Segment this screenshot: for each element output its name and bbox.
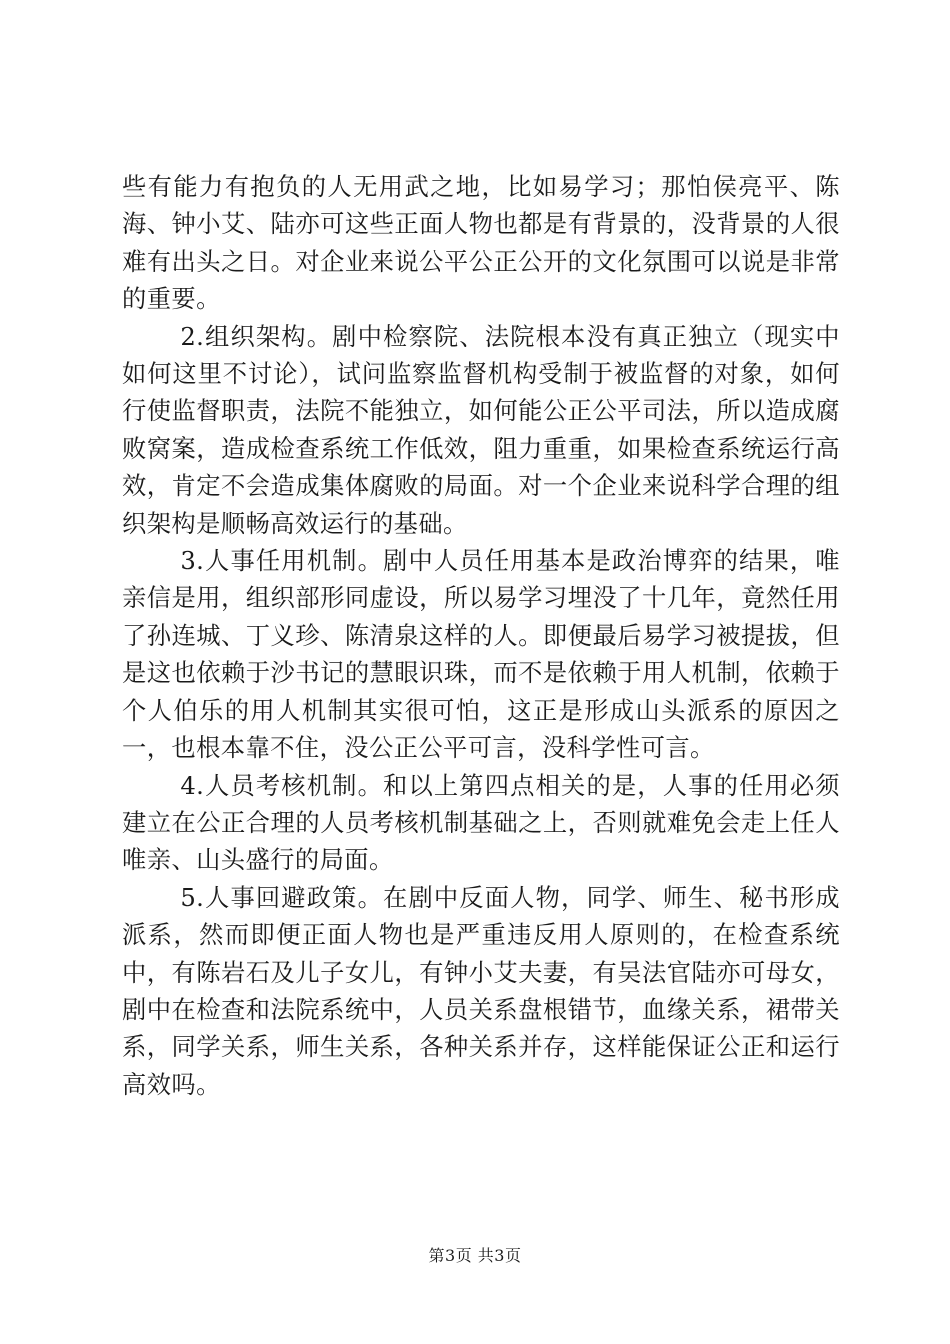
paragraph-personnel-assessment: 4.人员考核机制。和以上第四点相关的是，人事的任用必须建立在公正合理的人员考核机制基础之上，否则就难免会走上任人唯亲、山头盛行的局面。 <box>122 770 840 875</box>
paragraph-avoidance-policy: 5.人事回避政策。在剧中反面人物，同学、师生、秘书形成派系，然而即便正面人物也是严重违反用人原则的，在检查系统中，有陈岩石及儿子女儿，有钟小艾夫妻，有吴法官陆亦可母女，剧中在检查和法院系统中，人员关系盘根错节，血缘关系，裙带关系，同学关系，师生关系，各种关系并存，这样能保证公正和运行高效吗。 <box>122 882 840 1099</box>
document-body <box>122 168 840 1103</box>
paragraph-organization-structure: 2.组织架构。剧中检察院、法院根本没有真正独立（现实中如何这里不讨论），试问监察监督机构受制于被监督的对象，如何行使监督职责，法院不能独立，如何能公正公平司法，所以造成腐败窝案，造成检查系统工作低效，阻力重重，如果检查系统运行高效，肯定不会造成集体腐败的局面。对一个企业来说科学合理的组织架构是顺畅高效运行的基础。 <box>122 321 840 538</box>
page-number-footer: 第3页 共3页 <box>428 1246 522 1265</box>
paragraph-personnel-appointment: 3.人事任用机制。剧中人员任用基本是政治博弈的结果，唯亲信是用，组织部形同虚设，所以易学习埋没了十几年，竟然任用了孙连城、丁义珍、陈清泉这样的人。即便最后易学习被提拔，但是这也依赖于沙书记的慧眼识珠，而不是依赖于用人机制，依赖于个人伯乐的用人机制其实很可怕，这正是形成山头派系的原因之一，也根本靠不住，没公正公平可言，没科学性可言。 <box>122 546 840 763</box>
paragraph-continuation: 些有能力有抱负的人无用武之地，比如易学习；那怕侯亮平、陈海、钟小艾、陆亦可这些正面人物也都是有背景的，没背景的人很难有出头之日。对企业来说公平公正公开的文化氛围可以说是非常的重要。 <box>122 172 840 314</box>
